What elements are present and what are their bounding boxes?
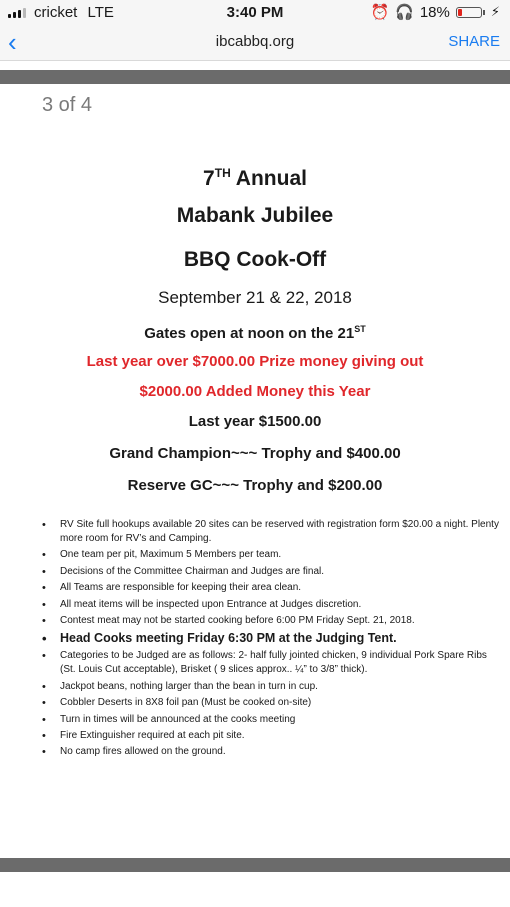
status-bar: [0, 0, 510, 26]
carrier-name: cricket: [34, 4, 78, 21]
bullet-icon: •: [42, 729, 46, 742]
url-display[interactable]: ibcabbq.org: [215, 33, 295, 50]
viewer-bottom-divider: [0, 858, 510, 872]
rule-item: [40, 614, 500, 628]
bullet-icon: •: [42, 650, 46, 663]
charging-bolt-icon: ⚡︎: [490, 4, 500, 19]
rule-item: [40, 598, 500, 612]
flyer-title-annual: [0, 156, 510, 199]
rule-item: [40, 729, 500, 743]
rule-text: RV Site full hookups available 20 sites can be reserved with registration form $20.00 a night. Plenty more room for RV’s and Camping.: [60, 519, 499, 544]
rule-item: [40, 680, 500, 694]
rule-item: [40, 696, 500, 710]
flyer-header: [0, 156, 510, 504]
status-time: 3:40 PM: [226, 4, 284, 21]
rule-item: [40, 713, 500, 727]
headphone-icon: 🎧: [395, 4, 414, 21]
bullet-icon: •: [42, 614, 46, 627]
rule-text: Head Cooks meeting Friday 6:30 PM at the Judging Tent.: [60, 631, 397, 646]
rule-item: [40, 581, 500, 595]
rule-text: All meat items will be inspected upon Entrance at Judges discretion.: [60, 598, 362, 610]
battery-tip: [483, 10, 485, 15]
page-indicator: 3 of 4: [42, 94, 93, 116]
battery-percent: 18%: [419, 3, 450, 21]
rule-item: [40, 649, 500, 677]
rule-text: Contest meat may not be started cooking before 6:00 PM Friday Sept. 21, 2018.: [60, 614, 415, 626]
bullet-icon: •: [42, 565, 46, 578]
network-type: LTE: [87, 4, 114, 21]
rule-text: Turn in times will be announced at the cooks meeting: [60, 713, 296, 725]
browser-url-bar: [0, 26, 510, 61]
title-annual: Annual: [230, 167, 307, 190]
flyer-grand-champion: Grand Champion~~~ Trophy and $400.00: [109, 445, 401, 462]
document-page[interactable]: [0, 84, 510, 858]
rule-text: Cobbler Deserts in 8X8 foil pan (Must be cooked on-site): [60, 697, 312, 709]
rule-text: Jackpot beans, nothing larger than the bean in turn in cup.: [60, 680, 318, 692]
rule-text: One team per pit, Maximum 5 Members per team.: [60, 549, 282, 561]
flyer-dates: September 21 & 22, 2018: [158, 288, 352, 307]
rule-text: Categories to be Judged are as follows: 2- half fully jointed chicken, 9 individual Pork Spare Ribs (St. Louis Cut acceptable), Brisket ( 9 slices approx.. ¼” to 3/8” thick).: [60, 650, 487, 676]
title-ordinal: 7: [203, 167, 215, 190]
battery-fill: [458, 9, 462, 16]
bullet-icon: •: [42, 713, 46, 726]
battery-icon: [456, 7, 482, 18]
bullet-icon: •: [42, 519, 46, 531]
rule-text: Decisions of the Committee Chairman and Judges are final.: [60, 565, 325, 577]
viewer-top-divider: [0, 70, 510, 84]
bullet-icon: •: [42, 746, 46, 759]
chevron-left-icon[interactable]: ‹: [8, 27, 17, 57]
rule-item: [40, 518, 500, 546]
gates-text: Gates open at noon on the 21: [144, 325, 355, 342]
flyer-prize-last-year: Last year over $7000.00 Prize money giving out: [86, 353, 424, 370]
flyer-last-year: Last year $1500.00: [188, 413, 322, 430]
bullet-icon: •: [42, 697, 46, 710]
alarm-icon: ⏰: [370, 4, 390, 21]
flyer-title-name: Mabank Jubilee: [176, 204, 334, 227]
bullet-icon: •: [42, 582, 46, 595]
bullet-icon: •: [42, 598, 46, 611]
flyer-rules-list: [40, 518, 500, 762]
flyer-title-event: BBQ Cook-Off: [183, 248, 327, 271]
share-button[interactable]: SHARE: [448, 33, 500, 50]
bullet-icon: •: [42, 680, 46, 693]
flyer-reserve-gc: Reserve GC~~~ Trophy and $200.00: [127, 477, 383, 494]
status-right-icons: [370, 3, 500, 21]
bullet-icon: •: [42, 631, 47, 647]
rule-text: Fire Extinguisher required at each pit site.: [60, 729, 245, 741]
gates-sup: ST: [354, 324, 366, 334]
title-ordinal-sup: TH: [214, 166, 231, 180]
flyer-gates: [0, 315, 510, 348]
rule-text: All Teams are responsible for keeping their area clean.: [60, 582, 302, 594]
rule-item-highlight: [40, 630, 500, 647]
rule-item: [40, 548, 500, 562]
flyer-added-money: $2000.00 Added Money this Year: [139, 383, 371, 400]
rule-text: No camp fires allowed on the ground.: [60, 746, 226, 758]
bullet-icon: •: [42, 549, 46, 562]
rule-item: [40, 565, 500, 579]
rule-item: [40, 745, 500, 759]
